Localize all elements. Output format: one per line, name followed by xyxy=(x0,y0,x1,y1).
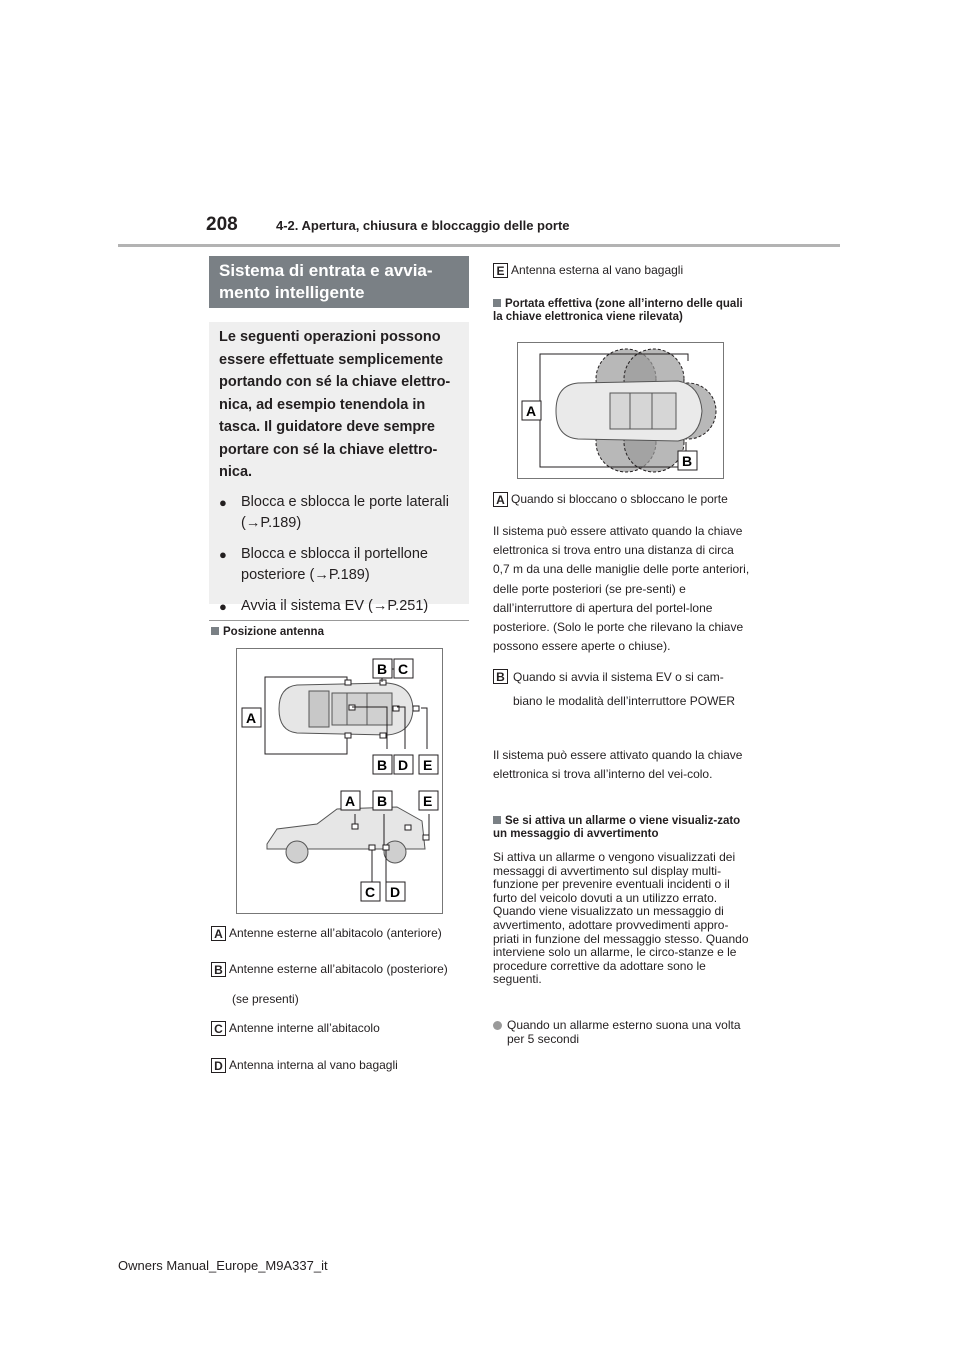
alarm-heading-text: Se si attiva un allarme o viene visualiz-zato un messaggio di avvertimento xyxy=(493,815,741,840)
antenna-heading xyxy=(211,626,467,639)
diagram-label-a: A xyxy=(246,710,257,726)
square-bullet-icon xyxy=(493,299,501,307)
diagram-label-b: B xyxy=(377,757,388,773)
legend-text: (se presenti) xyxy=(232,992,299,1006)
alarm-heading xyxy=(493,815,751,841)
square-bullet-icon xyxy=(211,627,219,635)
legend-text: Antenne esterne all’abitacolo (posteriore) xyxy=(229,962,448,976)
feature-item: ● Blocca e sblocca le porte laterali (→P.189) xyxy=(219,492,459,534)
legend-letter: B xyxy=(211,962,226,977)
section-title: Sistema di entrata e avvia-mento intelligente xyxy=(219,261,433,302)
diagram-label-d: D xyxy=(398,757,409,773)
feature-item: ● Blocca e sblocca il portellone posteriore (→P.189) xyxy=(219,544,459,586)
square-bullet-icon xyxy=(493,816,501,824)
intro-text: Le seguenti operazioni possono essere effettuate semplicemente portando con sé la chiave elettro-nica, ad esempio tenendola in tasca. Il guidatore deve sempre portare con sé la chiave elettro-nica. xyxy=(219,329,451,480)
antenna-diagram-svg xyxy=(237,649,442,913)
legend-text: Quando si bloccano o sbloccano le porte xyxy=(511,492,728,506)
alarm-bullet: Quando un allarme esterno suona una volta per 5 secondi xyxy=(493,1019,753,1046)
legend-item-a xyxy=(211,926,469,941)
legend-text: Antenne esterne all’abitacolo (anteriore) xyxy=(229,926,442,940)
footer-text: Owners Manual_Europe_M9A337_it xyxy=(118,1258,328,1273)
legend-letter: B xyxy=(493,669,508,684)
feature-list xyxy=(219,492,459,617)
legend-letter: A xyxy=(211,926,226,941)
legend-text: Antenna esterna al vano bagagli xyxy=(511,263,684,277)
feature-item: ● Avvia il sistema EV (→P.251) xyxy=(219,596,459,617)
range-heading xyxy=(493,298,751,324)
diagram-label-d: D xyxy=(390,884,401,900)
antenna-heading-text: Posizione antenna xyxy=(223,626,324,638)
diagram-label-a: A xyxy=(345,793,356,809)
section-divider xyxy=(209,620,469,621)
diagram-label-e: E xyxy=(423,793,433,809)
range-label-b: B xyxy=(682,453,693,469)
legend-text: Antenne interne all’abitacolo xyxy=(229,1021,380,1035)
car-side-view-icon xyxy=(267,807,425,863)
range-text-a: Il sistema può essere attivato quando la chiave elettronica si trova entro una distanza di circa 0,7 m da una delle maniglie delle porte anteriori, delle porte posteriori (se pre-senti) e dall’interruttore di apertura del portel-lone posteriore. (Solo le porte che rilevano la chiave possono essere aperte o chiuse). xyxy=(493,524,750,654)
alarm-text: Si attiva un allarme o vengono visualizzati dei messaggi di avvertimento sul display multi-funzione per prevenire eventuali incidenti o il furto del veicolo dovuti a un utilizzo errato. Quando viene visualizzato un messaggio di avvertimento, adottare provvedimenti appro-priati in funzione del messaggio stesso. Quando interviene solo un allarme, le circo-stanze e le procedure correttive da adottare sono le seguenti. xyxy=(493,850,749,987)
legend-letter: A xyxy=(493,492,508,507)
range-legend-a xyxy=(493,492,755,507)
diagram-label-c: C xyxy=(398,661,409,677)
diagram-label-b: B xyxy=(377,661,388,677)
antenna-position-diagram xyxy=(236,648,443,914)
legend-item-e xyxy=(493,263,753,278)
section-title-box xyxy=(209,256,469,308)
legend-item-c xyxy=(211,1021,469,1036)
effective-range-diagram xyxy=(517,342,724,479)
header-section-title: 4-2. Apertura, chiusura e bloccaggio delle porte xyxy=(276,218,570,233)
diagram-label-b: B xyxy=(377,793,388,809)
legend-item-b xyxy=(211,962,469,977)
legend-text: Antenna interna al vano bagagli xyxy=(229,1058,398,1072)
diagram-label-c: C xyxy=(365,884,376,900)
range-diagram-svg xyxy=(518,343,723,478)
legend-item-d xyxy=(211,1058,469,1073)
legend-letter: E xyxy=(493,263,508,278)
legend-text: Quando si avvia il sistema EV o si cam-biano le modalità dell’interruttore POWER xyxy=(513,670,736,708)
range-label-a: A xyxy=(526,403,537,419)
page-number: 208 xyxy=(206,214,238,235)
legend-letter: C xyxy=(211,1021,226,1036)
range-text-b: Il sistema può essere attivato quando la chiave elettronica si trova all’interno del vei-colo. xyxy=(493,748,743,782)
range-heading-text: Portata effettiva (zone all’interno delle quali la chiave elettronica viene rilevata) xyxy=(493,298,743,323)
diagram-label-e: E xyxy=(423,757,433,773)
legend-item-b-note xyxy=(232,992,462,1006)
header-divider xyxy=(118,244,840,247)
legend-letter: D xyxy=(211,1058,226,1073)
car-top-view-icon xyxy=(556,381,702,441)
intro-box xyxy=(209,322,469,614)
